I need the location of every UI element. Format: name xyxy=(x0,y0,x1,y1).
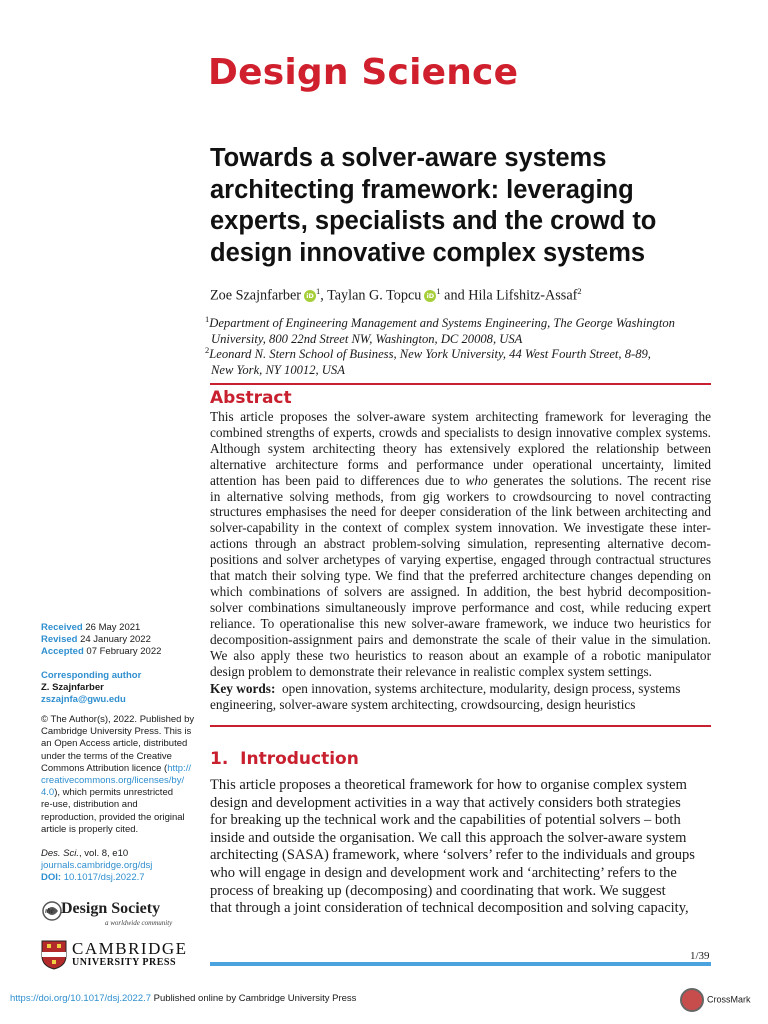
crossmark-badge[interactable]: CrossMark xyxy=(680,988,751,1012)
crossmark-icon xyxy=(680,988,704,1012)
cambridge-shield-icon xyxy=(41,940,67,970)
keywords-label: Key words: xyxy=(210,681,276,696)
keywords-text: open innovation, systems architecture, modularity, design process, systems engineering, solver-aware system architecting, crowdsourcing, design heuristics xyxy=(210,681,681,712)
divider xyxy=(210,725,711,727)
license-link[interactable]: 4.0 xyxy=(41,787,55,799)
dates: Received 26 May 2021 Revised 24 January 2022 Accepted 07 February 2022 xyxy=(41,622,162,658)
orcid-icon[interactable]: iD xyxy=(424,290,436,302)
introduction-text: This article proposes a theoretical framework for how to organise complex system design and development activities in a way that actively considers both strategies for breaking up the technical work and the capabilities of potential solvers – both inside and outside the organisation. We call this approach the solver-aware system architecting (SASA) framework, where ‘solvers’ refer to the individuals and groups who will engage in design and development work and ‘architecting’ refers to the process of breaking up (decomposing) and coordinating that work. We suggest that through a joint consideration of technical decomposition and solving capacity, xyxy=(210,777,695,917)
corresponding-author: Corresponding author Z. Szajnfarber zszajnfa@gwu.edu xyxy=(41,670,142,706)
email-link[interactable]: zszajnfa@gwu.edu xyxy=(41,694,126,706)
license-link[interactable]: http:// xyxy=(167,762,191,774)
author-name[interactable]: , Taylan G. Topcu xyxy=(320,287,422,304)
section-heading: 1. Introduction xyxy=(210,749,359,769)
license-link[interactable]: creativecommons.org/licenses/by/ xyxy=(41,775,185,787)
journal-title: Design Science xyxy=(208,52,519,93)
title-line: Towards a solver-aware systems xyxy=(210,144,607,172)
journal-link[interactable]: journals.cambridge.org/dsj xyxy=(41,860,153,872)
doi-link[interactable]: https://doi.org/10.1017/dsj.2022.7 xyxy=(10,993,152,1004)
orcid-icon[interactable]: iD xyxy=(304,290,316,302)
author-list: Zoe Szajnfarber iD $^1$, Taylan G. Topcu iD $^1$ and Hila Lifshitz-Assaf$^2$ xyxy=(210,286,582,304)
paper-title xyxy=(210,143,730,269)
title-line: design innovative complex systems xyxy=(210,238,646,267)
keywords xyxy=(210,681,711,713)
title-line: experts, specialists and the crowd to xyxy=(210,207,657,235)
affiliation: $^2$Leonard N. Stern School of Business, New York University, 44 West Fourth Street, 8-89, New York, NY 10012, USA xyxy=(205,345,651,377)
license-text: © The Author(s), 2022. Published by Cambridge University Press. This is an Open Access article, distributed under the terms of the Creative Commons Attribution licence (http:// creativecommons.org/licenses/by/ 4.0), which permits unrestricted re-use, distribution and reproduction, provided the original article is properly cited. xyxy=(41,714,195,835)
title-line: architecting framework: leveraging xyxy=(210,175,634,204)
abstract-text: This article proposes the solver-aware system architecting framework for leveraging the combined strengths of experts, crowds and specialists to design innovative complex systems. Although system architecting theory has extensively explored the relationship between alternative architecture forms and performance under operational uncertainty, limited attention has been paid to differences due to who generates the solutions. The recent rise in alternative solving methods, from gig workers to crowdsourcing to novel contracting structures emphasises the need for deeper consideration of the link between architecting and solver-capability in the context of complex system innovation. We investigate these inter- actions through an abstract problem-solving simulation, representing alternative decom- positions and solver archetypes of varying expertise, engaged through contractual structures that match their solving type. We find that the preferred architecture changes depending on which combinations of solvers are assigned. In addition, the best hybrid decomposition- solver combinations simultaneously improve performance and cost, while reducing expert reliance. To operationalise this new solver-aware framework, we induce two heuristics for decomposition-assignment pairs and demonstrate the scale of their value in the simulation. We also apply these two heuristics to reason about an example of a robotic manipulator design problem to demonstrate their relevance in realistic complex system settings. xyxy=(210,409,712,679)
divider xyxy=(210,383,711,385)
footer-doi: https://doi.org/10.1017/dsj.2022.7 Published online by Cambridge University Press xyxy=(10,993,357,1004)
author-name[interactable]: Zoe Szajnfarber xyxy=(210,287,301,304)
doi-link[interactable]: 10.1017/dsj.2022.7 xyxy=(63,872,145,884)
abstract-heading: Abstract xyxy=(210,388,292,408)
footer-bar xyxy=(210,962,711,966)
author-name[interactable]: and Hila Lifshitz-Assaf xyxy=(440,287,578,304)
page-number: 1/39 xyxy=(690,950,710,962)
affiliation: $^1$Department of Engineering Management and Systems Engineering, The George Washington University, 800 22nd Street NW, Washington, DC 20008, USA xyxy=(205,314,675,346)
citation: Des. Sci., vol. 8, e10 journals.cambridge.org/dsj DOI: 10.1017/dsj.2022.7 xyxy=(41,848,153,884)
